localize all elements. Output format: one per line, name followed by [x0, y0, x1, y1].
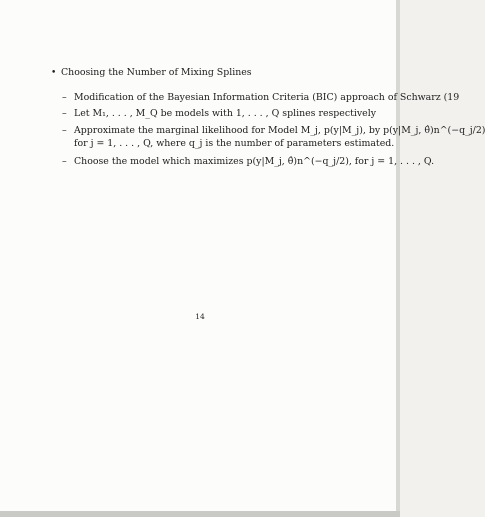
- sub-item-choose: [48, 155, 435, 169]
- sub-item-text: Modification of the Bayesian Information Criteria (BIC) approach of Schwarz (19: [74, 91, 460, 103]
- dash-symbol: –: [62, 108, 67, 120]
- bullet-symbol: •: [51, 68, 57, 78]
- sub-item-text: Choose the model which maximizes p(y|M_j, θ̂)n^(−q_j/2), for j = 1, . . . , Q.: [74, 155, 435, 167]
- slide-content: [48, 67, 485, 169]
- sub-item-text: Approximate the marginal likelihood for Model M_j, p(y|M_j), by p(y|M_j, θ̂)n^(−q_j/2): [74, 124, 485, 136]
- sub-item-bic: [48, 91, 460, 105]
- dash-symbol: –: [62, 91, 67, 103]
- sub-item-text: Let M₁, . . . , M_Q be models with 1, . . . , Q splines respectively: [74, 108, 377, 120]
- sub-item-models: [48, 108, 400, 121]
- bullet-item: [51, 67, 400, 80]
- page-bottom-edge: [0, 511, 400, 517]
- page-number: 14: [195, 312, 205, 321]
- bullet-title: Choosing the Number of Mixing Splines: [61, 67, 252, 78]
- sub-item-approximate: [48, 124, 485, 138]
- dash-symbol: –: [62, 124, 67, 136]
- dash-symbol: –: [62, 155, 67, 167]
- sub-item-continuation: for j = 1, . . . , Q, where q_j is the number of parameters estimated.: [74, 138, 395, 150]
